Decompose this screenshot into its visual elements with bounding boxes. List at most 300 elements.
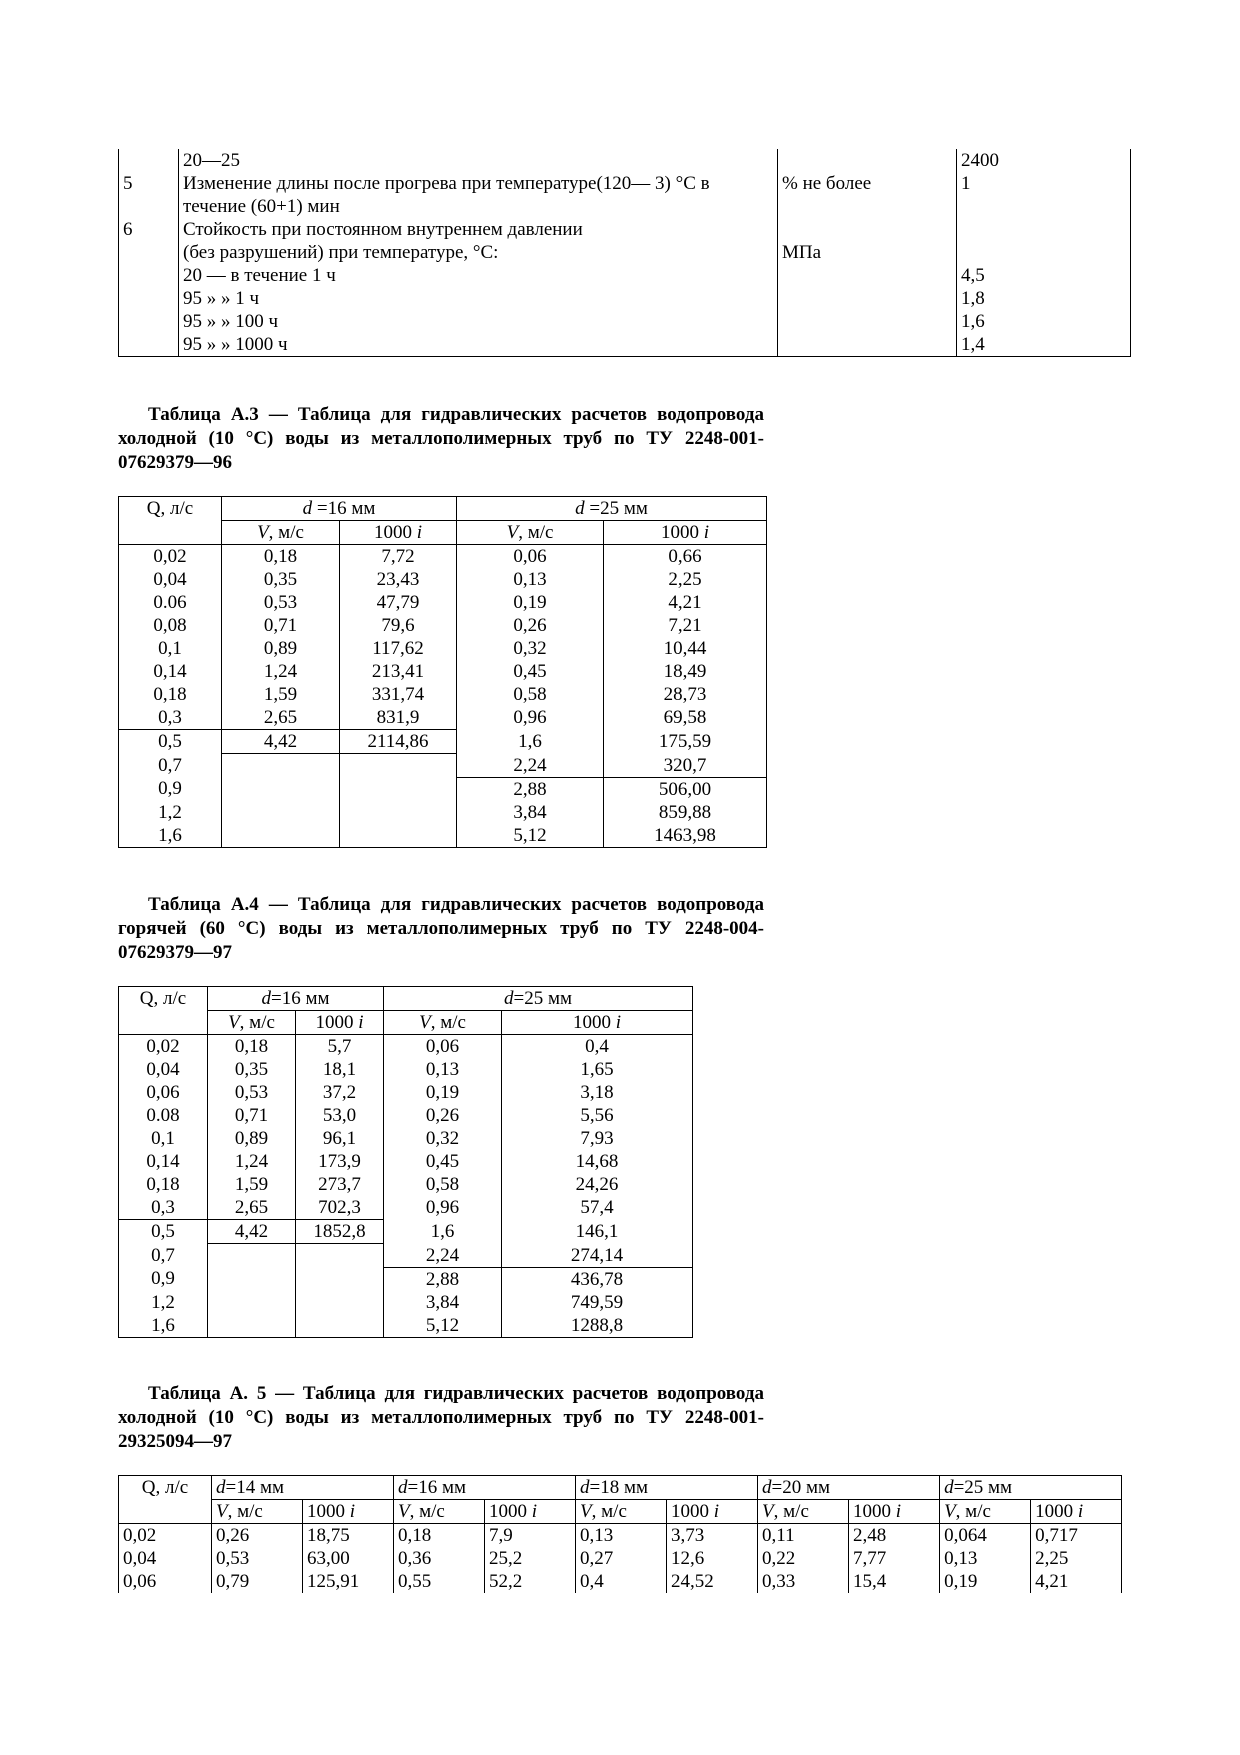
table-row	[119, 545, 767, 569]
cell: 24,26	[502, 1173, 693, 1196]
cell: 0,1	[119, 637, 222, 660]
header-v	[576, 1500, 667, 1524]
cell-unit	[778, 149, 957, 172]
cell	[340, 754, 457, 778]
cell: 0,18	[119, 1173, 208, 1196]
header-1000i: 1000 i	[604, 521, 767, 545]
cell: 18,49	[604, 660, 767, 683]
cell: 79,6	[340, 614, 457, 637]
cell: 0,04	[119, 568, 222, 591]
cell: 0,06	[119, 1570, 212, 1593]
cell	[296, 1244, 384, 1268]
header-i-num: 1000	[489, 1501, 532, 1522]
header-v-var: V	[762, 1501, 774, 1522]
cell: 436,78	[502, 1267, 693, 1291]
table-row	[119, 824, 767, 848]
cell: 0,32	[384, 1127, 502, 1150]
header-v-unit: , м/с	[773, 1501, 809, 1522]
table-row	[119, 754, 767, 778]
cell: 7,72	[340, 545, 457, 569]
header-1000i: 1000 i	[340, 521, 457, 545]
cell-num	[119, 310, 179, 333]
cell: 0,19	[457, 591, 604, 614]
cell: 0,36	[394, 1547, 485, 1570]
cell: 0,45	[384, 1150, 502, 1173]
cell-value: 1,8	[957, 287, 1131, 310]
cell: 2,25	[604, 568, 767, 591]
header-i-num: 1000	[307, 1501, 350, 1522]
header-v-unit: , м/с	[409, 1501, 445, 1522]
table-row	[119, 1058, 693, 1081]
cell: 0,5	[119, 730, 222, 754]
header-d-var: d	[762, 1477, 772, 1498]
table-row	[119, 1081, 693, 1104]
cell-value: 4,5	[957, 264, 1131, 287]
cell: 7,9	[485, 1524, 576, 1548]
table-row	[119, 149, 1131, 172]
cell: 3,84	[384, 1291, 502, 1314]
header-v-unit: , м/с	[227, 1501, 263, 1522]
table-row	[119, 568, 767, 591]
cell	[296, 1267, 384, 1291]
cell: 0,58	[457, 683, 604, 706]
cell: 1,24	[208, 1150, 296, 1173]
cell	[208, 1244, 296, 1268]
cell: 1852,8	[296, 1220, 384, 1244]
cell: 1,6	[119, 1314, 208, 1338]
cell: 7,77	[849, 1547, 940, 1570]
header-v-unit: , м/с	[591, 1501, 627, 1522]
cell: 0,08	[119, 614, 222, 637]
cell: 0,32	[457, 637, 604, 660]
cell: 25,2	[485, 1547, 576, 1570]
cell: 0,53	[208, 1081, 296, 1104]
header-d-var: d	[580, 1477, 590, 1498]
table-row	[119, 287, 1131, 310]
cell-param: течение (60+1) мин	[179, 195, 778, 218]
cell-num	[119, 333, 179, 357]
cell: 2,88	[457, 777, 604, 801]
header-1000i	[849, 1500, 940, 1524]
cell: 0,13	[940, 1547, 1031, 1570]
cell: 0,58	[384, 1173, 502, 1196]
table-row	[119, 172, 1131, 195]
header-v-unit: , м/с	[955, 1501, 991, 1522]
cell: 0,55	[394, 1570, 485, 1593]
cell: 0,45	[457, 660, 604, 683]
cell: 0,18	[394, 1524, 485, 1548]
header-d-value: =18 мм	[589, 1477, 649, 1498]
cell: 0,14	[119, 660, 222, 683]
cell: 0,53	[212, 1547, 303, 1570]
cell: 0,96	[384, 1196, 502, 1220]
cell	[222, 754, 340, 778]
header-q: Q, л/с	[119, 1476, 212, 1524]
cell: 1,6	[457, 730, 604, 754]
table-a3-caption: Таблица А.3 — Таблица для гидравлических расчетов водопровода холодной (10 °С) воды из металлополимерных труб по ТУ 2248-001-07629379—96	[118, 404, 764, 473]
cell: 2,65	[222, 706, 340, 730]
cell: 0.06	[119, 591, 222, 614]
header-1000i	[485, 1500, 576, 1524]
cell: 0,35	[208, 1058, 296, 1081]
header-d-group	[576, 1476, 758, 1500]
table-row	[119, 1173, 693, 1196]
cell: 4,42	[208, 1220, 296, 1244]
cell-num: 5	[119, 172, 179, 195]
cell: 53,0	[296, 1104, 384, 1127]
cell: 0,22	[758, 1547, 849, 1570]
header-1000i: 1000 i	[502, 1011, 693, 1035]
cell: 0,79	[212, 1570, 303, 1593]
cell: 5,12	[384, 1314, 502, 1338]
cell: 1,59	[208, 1173, 296, 1196]
cell: 1,2	[119, 801, 222, 824]
cell: 52,2	[485, 1570, 576, 1593]
cell: 0,7	[119, 754, 222, 778]
header-d-value: =20 мм	[771, 1477, 831, 1498]
table-row	[119, 591, 767, 614]
cell-value	[957, 241, 1131, 264]
cell: 0,06	[384, 1035, 502, 1059]
cell: 0,06	[119, 1081, 208, 1104]
cell: 1288,8	[502, 1314, 693, 1338]
cell-param: 95 » » 1000 ч	[179, 333, 778, 357]
cell-num	[119, 287, 179, 310]
cell-num: 6	[119, 218, 179, 241]
cell-num	[119, 264, 179, 287]
cell: 57,4	[502, 1196, 693, 1220]
cell: 0,7	[119, 1244, 208, 1268]
cell: 24,52	[667, 1570, 758, 1593]
cell: 3,84	[457, 801, 604, 824]
cell: 0,04	[119, 1058, 208, 1081]
cell: 702,3	[296, 1196, 384, 1220]
cell: 69,58	[604, 706, 767, 730]
cell: 12,6	[667, 1547, 758, 1570]
cell: 0,13	[384, 1058, 502, 1081]
table-a2-tail	[118, 149, 1131, 357]
cell: 0,19	[940, 1570, 1031, 1593]
header-i-var: i	[531, 1501, 538, 1522]
cell: 4,42	[222, 730, 340, 754]
cell: 4,21	[604, 591, 767, 614]
cell-unit: МПа	[778, 241, 957, 264]
cell-param: (без разрушений) при температуре, °С:	[179, 241, 778, 264]
cell: 5,56	[502, 1104, 693, 1127]
cell-value: 1,4	[957, 333, 1131, 357]
table-row	[119, 310, 1131, 333]
cell-value: 1	[957, 172, 1131, 195]
table-row	[119, 241, 1131, 264]
table-row	[119, 614, 767, 637]
cell: 0,71	[222, 614, 340, 637]
table-row	[119, 333, 1131, 357]
header-i-num: 1000	[853, 1501, 896, 1522]
table-row	[119, 1035, 693, 1059]
cell: 23,43	[340, 568, 457, 591]
cell: 1,2	[119, 1291, 208, 1314]
cell: 2,48	[849, 1524, 940, 1548]
cell-param: 20—25	[179, 149, 778, 172]
cell: 0,96	[457, 706, 604, 730]
cell: 831,9	[340, 706, 457, 730]
cell: 10,44	[604, 637, 767, 660]
table-row	[119, 1127, 693, 1150]
cell: 28,73	[604, 683, 767, 706]
table-a5	[118, 1475, 1122, 1593]
table-row	[119, 777, 767, 801]
cell: 7,21	[604, 614, 767, 637]
table-row	[119, 1220, 693, 1244]
cell: 2,24	[457, 754, 604, 778]
table-row	[119, 730, 767, 754]
header-d-var: d	[398, 1477, 408, 1498]
header-v: V, м/с	[384, 1011, 502, 1035]
cell: 0,14	[119, 1150, 208, 1173]
cell: 0,02	[119, 1035, 208, 1059]
table-row	[119, 801, 767, 824]
header-v	[394, 1500, 485, 1524]
cell: 0,4	[576, 1570, 667, 1593]
header-d-value: =16 мм	[407, 1477, 467, 1498]
header-i-num: 1000	[671, 1501, 714, 1522]
cell: 749,59	[502, 1291, 693, 1314]
cell-param: 95 » » 1 ч	[179, 287, 778, 310]
table-row	[119, 195, 1131, 218]
cell-num	[119, 195, 179, 218]
cell: 47,79	[340, 591, 457, 614]
cell: 175,59	[604, 730, 767, 754]
header-v-var: V	[580, 1501, 592, 1522]
cell	[296, 1314, 384, 1338]
cell: 0,064	[940, 1524, 1031, 1548]
cell: 859,88	[604, 801, 767, 824]
table-row	[119, 683, 767, 706]
header-q: Q, л/с	[119, 497, 222, 545]
table-row	[119, 660, 767, 683]
cell	[208, 1314, 296, 1338]
header-v: V, м/с	[222, 521, 340, 545]
cell: 0,717	[1031, 1524, 1122, 1548]
table-row	[119, 1314, 693, 1338]
cell-unit	[778, 287, 957, 310]
table-row	[119, 1104, 693, 1127]
cell: 146,1	[502, 1220, 693, 1244]
table-a4	[118, 986, 693, 1338]
cell-num	[119, 241, 179, 264]
table-row	[119, 264, 1131, 287]
cell-value	[957, 218, 1131, 241]
cell-param: 20 — в течение 1 ч	[179, 264, 778, 287]
header-d-value: =14 мм	[225, 1477, 285, 1498]
header-q: Q, л/с	[119, 987, 208, 1035]
cell: 7,93	[502, 1127, 693, 1150]
cell: 213,41	[340, 660, 457, 683]
cell: 3,18	[502, 1081, 693, 1104]
cell	[222, 777, 340, 801]
cell: 0,53	[222, 591, 340, 614]
cell: 0,26	[212, 1524, 303, 1548]
cell: 2,25	[1031, 1547, 1122, 1570]
header-i-var: i	[1077, 1501, 1084, 1522]
table-a4-caption: Таблица А.4 — Таблица для гидравлических расчетов водопровода горячей (60 °С) воды из металлополимерных труб по ТУ 2248-004-07629379—97	[118, 894, 764, 963]
header-d-group	[212, 1476, 394, 1500]
cell: 173,9	[296, 1150, 384, 1173]
cell: 2,24	[384, 1244, 502, 1268]
header-d-group	[940, 1476, 1122, 1500]
table-row	[119, 1267, 693, 1291]
header-i-var: i	[349, 1501, 356, 1522]
header-v	[940, 1500, 1031, 1524]
cell: 15,4	[849, 1570, 940, 1593]
header-1000i: 1000 i	[296, 1011, 384, 1035]
cell: 96,1	[296, 1127, 384, 1150]
cell: 37,2	[296, 1081, 384, 1104]
cell-value: 2400	[957, 149, 1131, 172]
header-d-var: d	[216, 1477, 226, 1498]
cell	[222, 824, 340, 848]
cell: 331,74	[340, 683, 457, 706]
header-v	[212, 1500, 303, 1524]
header-v: V, м/с	[208, 1011, 296, 1035]
cell: 274,14	[502, 1244, 693, 1268]
cell: 0,26	[384, 1104, 502, 1127]
cell: 18,75	[303, 1524, 394, 1548]
cell: 14,68	[502, 1150, 693, 1173]
cell: 5,12	[457, 824, 604, 848]
cell: 320,7	[604, 754, 767, 778]
cell-unit	[778, 310, 957, 333]
header-d25: d =25 мм	[457, 497, 767, 521]
cell: 2,65	[208, 1196, 296, 1220]
cell-num	[119, 149, 179, 172]
header-v: V, м/с	[457, 521, 604, 545]
cell	[208, 1291, 296, 1314]
cell: 0,27	[576, 1547, 667, 1570]
table-a3	[118, 496, 767, 848]
cell: 1,24	[222, 660, 340, 683]
header-d25: d=25 мм	[384, 987, 693, 1011]
cell: 0,71	[208, 1104, 296, 1127]
cell: 3,73	[667, 1524, 758, 1548]
cell: 4,21	[1031, 1570, 1122, 1593]
cell-unit	[778, 333, 957, 357]
cell-unit	[778, 218, 957, 241]
cell-param: 95 » » 100 ч	[179, 310, 778, 333]
cell: 0,9	[119, 1267, 208, 1291]
cell: 0,02	[119, 1524, 212, 1548]
cell: 63,00	[303, 1547, 394, 1570]
cell	[340, 777, 457, 801]
header-v	[758, 1500, 849, 1524]
cell: 0,04	[119, 1547, 212, 1570]
header-v-var: V	[398, 1501, 410, 1522]
cell: 0,18	[119, 683, 222, 706]
cell: 0,3	[119, 706, 222, 730]
cell-value	[957, 195, 1131, 218]
cell-param: Изменение длины после прогрева при температуре(120— 3) °С в	[179, 172, 778, 195]
table-row	[119, 1291, 693, 1314]
table-row	[119, 1524, 1122, 1548]
header-i-num: 1000	[1035, 1501, 1078, 1522]
cell: 0,3	[119, 1196, 208, 1220]
cell: 2114,86	[340, 730, 457, 754]
cell: 0,26	[457, 614, 604, 637]
cell: 0,13	[576, 1524, 667, 1548]
header-d16: d =16 мм	[222, 497, 457, 521]
cell	[208, 1267, 296, 1291]
cell: 18,1	[296, 1058, 384, 1081]
header-1000i	[1031, 1500, 1122, 1524]
cell: 0,89	[222, 637, 340, 660]
header-v-var: V	[216, 1501, 228, 1522]
cell: 0,35	[222, 568, 340, 591]
cell: 0,9	[119, 777, 222, 801]
table-row	[119, 1244, 693, 1268]
cell: 125,91	[303, 1570, 394, 1593]
header-1000i	[667, 1500, 758, 1524]
table-row	[119, 1196, 693, 1220]
cell: 0,4	[502, 1035, 693, 1059]
cell: 0,13	[457, 568, 604, 591]
header-d-var: d	[944, 1477, 954, 1498]
header-d-value: =25 мм	[953, 1477, 1013, 1498]
cell	[222, 801, 340, 824]
cell: 5,7	[296, 1035, 384, 1059]
cell: 1,65	[502, 1058, 693, 1081]
cell-param: Стойкость при постоянном внутреннем давлении	[179, 218, 778, 241]
cell-unit	[778, 264, 957, 287]
table-row	[119, 1150, 693, 1173]
header-i-var: i	[895, 1501, 902, 1522]
table-row	[119, 1570, 1122, 1593]
cell: 0,89	[208, 1127, 296, 1150]
cell-unit: % не более	[778, 172, 957, 195]
cell: 0,18	[222, 545, 340, 569]
cell: 0,11	[758, 1524, 849, 1548]
header-v-var: V	[944, 1501, 956, 1522]
cell: 0,19	[384, 1081, 502, 1104]
cell: 0,33	[758, 1570, 849, 1593]
cell: 1,6	[119, 824, 222, 848]
header-d-group	[394, 1476, 576, 1500]
cell: 506,00	[604, 777, 767, 801]
cell-unit	[778, 195, 957, 218]
cell	[296, 1291, 384, 1314]
cell: 0,06	[457, 545, 604, 569]
cell: 0,5	[119, 1220, 208, 1244]
cell-value: 1,6	[957, 310, 1131, 333]
header-1000i	[303, 1500, 394, 1524]
cell: 0,66	[604, 545, 767, 569]
table-row	[119, 637, 767, 660]
table-row	[119, 218, 1131, 241]
cell	[340, 801, 457, 824]
cell: 1,6	[384, 1220, 502, 1244]
cell: 117,62	[340, 637, 457, 660]
cell: 1463,98	[604, 824, 767, 848]
cell: 0,18	[208, 1035, 296, 1059]
cell: 1,59	[222, 683, 340, 706]
cell: 0,02	[119, 545, 222, 569]
table-row	[119, 1547, 1122, 1570]
header-d-group	[758, 1476, 940, 1500]
cell	[340, 824, 457, 848]
header-i-var: i	[713, 1501, 720, 1522]
table-a5-caption: Таблица А. 5 — Таблица для гидравлических расчетов водопровода холодной (10 °С) воды из металлополимерных труб по ТУ 2248-001-29325094—97	[118, 1383, 764, 1452]
cell: 0.08	[119, 1104, 208, 1127]
cell: 2,88	[384, 1267, 502, 1291]
